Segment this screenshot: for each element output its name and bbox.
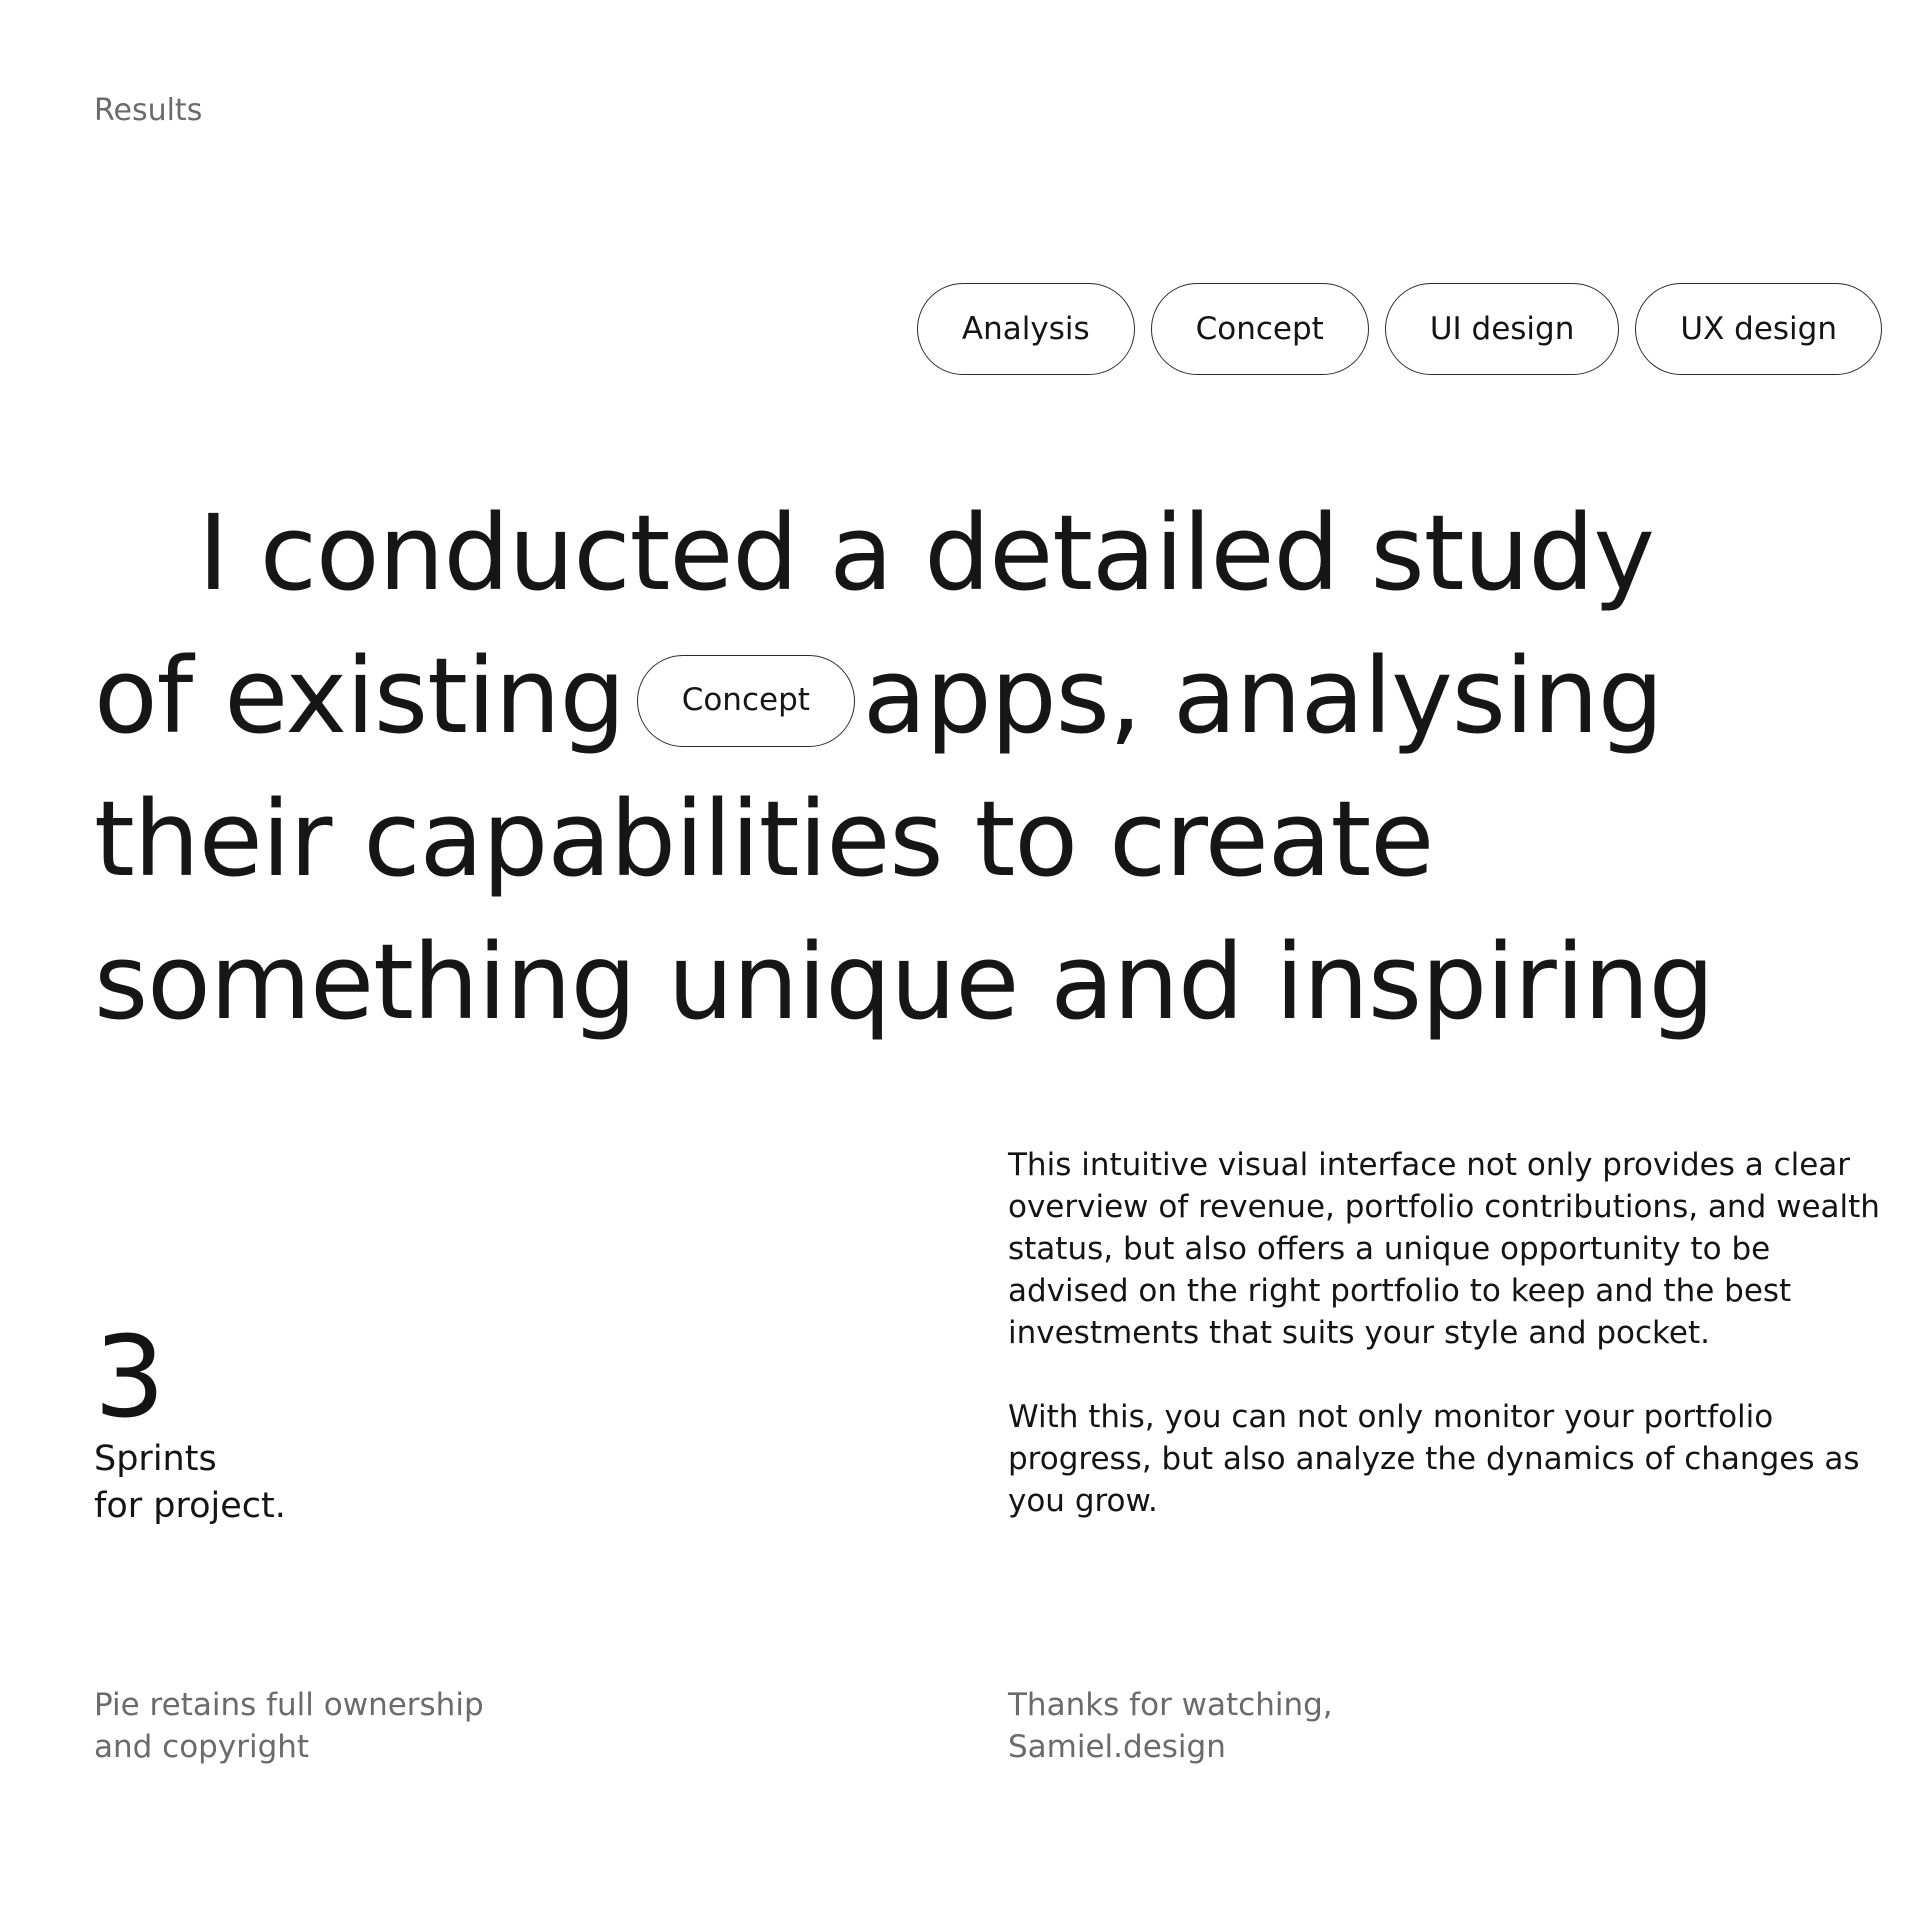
- sprints-stat: [94, 1313, 286, 1530]
- section-label: Results: [94, 93, 203, 128]
- stat-caption: Sprints for project.: [94, 1439, 286, 1526]
- tag-ux-design[interactable]: UX design: [1635, 283, 1882, 375]
- inline-concept-tag[interactable]: Concept: [637, 655, 855, 747]
- tag-concept[interactable]: Concept: [1151, 283, 1369, 375]
- headline-line-4: something unique and inspiring: [94, 921, 1714, 1043]
- headline-line-3: their capabilities to create: [94, 778, 1434, 900]
- headline-line-2-start: of existing: [94, 635, 625, 757]
- headline-line-2: [94, 625, 1854, 768]
- tag-list: [917, 283, 1882, 375]
- tag-analysis[interactable]: Analysis: [917, 283, 1135, 375]
- headline-line-1: I conducted a detailed study: [198, 492, 1654, 614]
- ownership-note: Pie retains full ownership and copyright: [94, 1687, 484, 1765]
- headline: [94, 482, 1854, 1054]
- headline-line-2-end: apps, analysing: [862, 635, 1663, 757]
- body-paragraph-1: This intuitive visual interface not only provides a clear overview of revenue, portfolio contributions, and wealth status, but also offers a unique opportunity to be advised on the right portfolio to keep and the best investments that suits your style and pocket.: [1008, 1147, 1880, 1351]
- thanks-note: Thanks for watching, Samiel.design: [1008, 1687, 1333, 1765]
- body-paragraph-2: With this, you can not only monitor your portfolio progress, but also analyze the dynamics of changes as you grow.: [1008, 1399, 1860, 1519]
- body-copy: [1008, 1144, 1888, 1522]
- stat-number: 3: [94, 1313, 166, 1443]
- tag-ui-design[interactable]: UI design: [1385, 283, 1620, 375]
